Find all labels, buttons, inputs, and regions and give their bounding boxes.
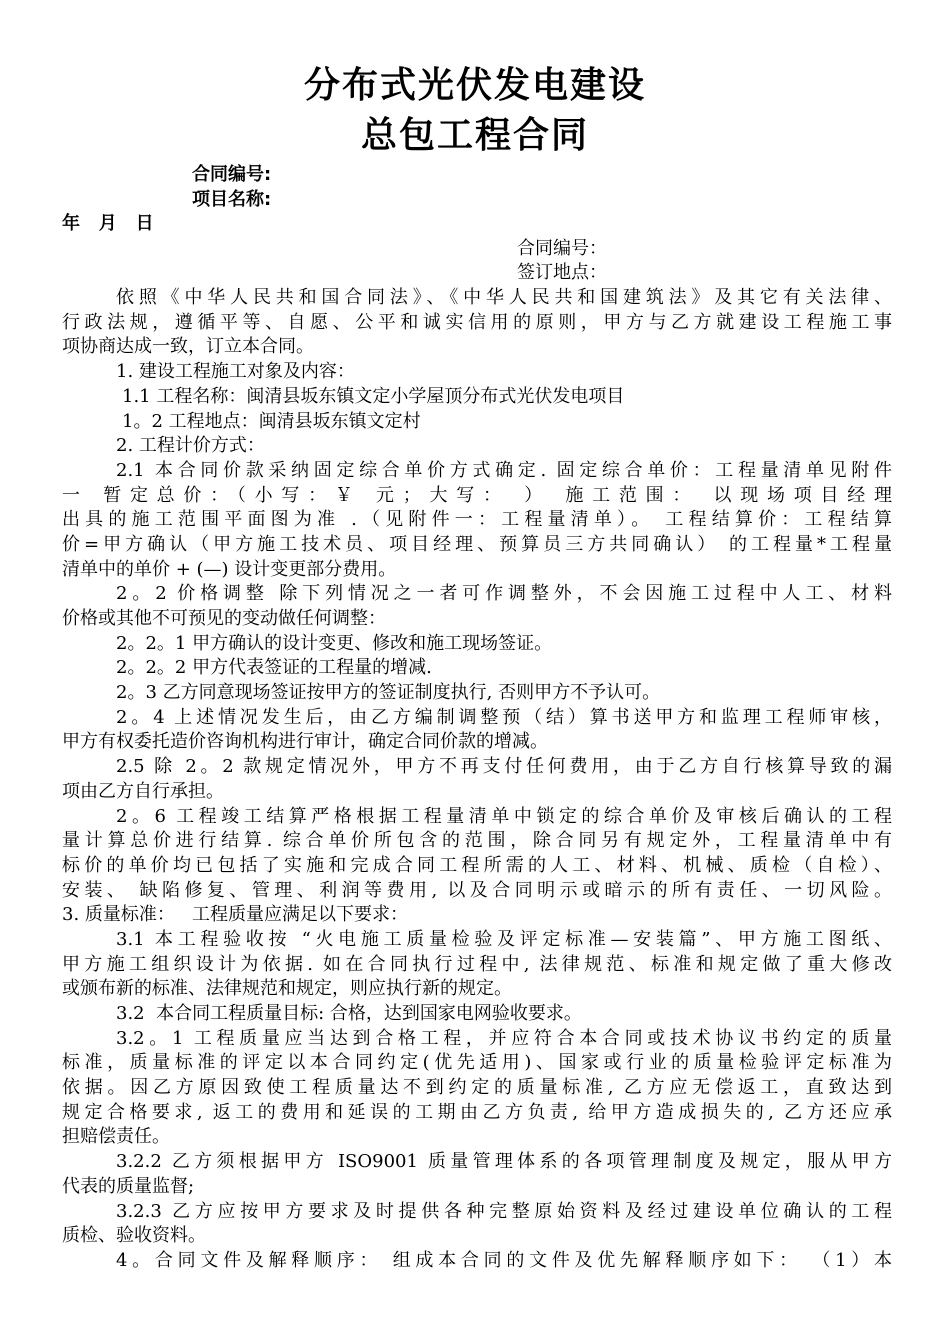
clause-line: 规定合格要求, 返工的费用和延误的工期由乙方负责, 给甲方造成损失的, 乙方还应承 (62, 1101, 892, 1123)
clause-line: 2。6 工程竣工结算严格根据工程量清单中锁定的综合单价及审核后确认的工程 (116, 805, 892, 827)
clause-line: 出具的施工范围平面图为准 .（见附件一：工程量清单）。 工程结算价：工程结算 (62, 509, 892, 531)
clause-line: 标准，质量标准的评定以本合同约定(优先适用)、国家或行业的质量检验评定标准为 (62, 1052, 892, 1074)
clause-line: 1. 建设工程施工对象及内容： (116, 361, 355, 383)
clause-line: 依照《中华人民共和国合同法》、《中华人民共和国建筑法》及其它有关法律、 (116, 287, 892, 309)
clause-line: 量计算总价进行结算. 综合单价所包含的范围，除合同另有规定外，工程量清单中有 (62, 830, 892, 852)
clause-line: 或颁布新的标准、法律规范和规定，则应执行新的规定。 (62, 978, 512, 1000)
clause-line: 标价的单价均已包括了实施和完成合同工程所需的人工、材料、机械、质检（自检）、 (62, 854, 892, 876)
clause-line: 2。3 乙方同意现场签证按甲方的签证制度执行, 否则甲方不予认可。 (116, 682, 661, 704)
clause-line: 2. 工程计价方式： (116, 435, 265, 457)
document-title-line-1: 分布式光伏发电建设 (303, 65, 646, 106)
contract-clauses (62, 286, 892, 1274)
clause-line: 甲方施工组织设计为依据. 如在合同执行过程中, 法律规范、标准和规定做了重大修改 (62, 953, 892, 975)
clause-line: 甲方有权委托造价咨询机构进行审计，确定合同价款的增减。 (62, 731, 548, 753)
document-title-line-2: 总包工程合同 (360, 115, 589, 156)
clause-line: 1.1 工程名称：闽清县坂东镇文定小学屋顶分布式光伏发电项目 (122, 385, 625, 407)
clause-line: 担赔偿责任。 (62, 1126, 170, 1148)
clause-line: 2。2。1 甲方确认的设计变更、修改和施工现场签证。 (116, 632, 553, 654)
clause-line: 项协商达成一致，订立本合同。 (62, 336, 314, 358)
sign-place-label: 签订地点： (517, 262, 607, 284)
clause-line: 1。2 工程地点：闽清县坂东镇文定村 (122, 410, 421, 432)
clause-line: 清单中的单价 + (—) 设计变更部分费用。 (62, 558, 397, 580)
clause-line: 2。2。2 甲方代表签证的工程量的增减. (116, 657, 432, 679)
clause-line: 2.1 本合同价款采纳固定综合单价方式确定. 固定综合单价：工程量清单见附件 (116, 459, 892, 481)
clause-line: 价格或其他不可预见的变动做任何调整： (62, 608, 386, 629)
contract-number-label: 合同编号: (192, 164, 272, 185)
clause-line: 代表的质量监督; (62, 1175, 195, 1197)
date-line: 年 月 日 (62, 213, 154, 234)
clause-line: 3.2.3 乙方应按甲方要求及时提供各种完整原始资料及经过建设单位确认的工程 (116, 1200, 892, 1222)
clause-line: 3.1 本工程验收按 “火电施工质量检验及评定标准—安装篇”、甲方施工图纸、 (116, 928, 892, 950)
clause-line: 一 暂定总价：（小写：￥ 元；大写： ） 施工范围： 以现场项目经理 (62, 484, 892, 506)
project-name-label: 项目名称: (192, 189, 272, 210)
clause-line: 2。2 价格调整 除下列情况之一者可作调整外，不会因施工过程中人工、材料 (116, 583, 892, 605)
contract-body (62, 212, 892, 1274)
party-a-row (62, 237, 892, 262)
clause-line: 依据。因乙方原因致使工程质量达不到约定的质量标准, 乙方应无偿返工，直致达到 (62, 1077, 892, 1099)
contract-number-field-label: 合同编号： (517, 237, 607, 259)
clause-line: 4。合同文件及解释顺序： 组成本合同的文件及优先解释顺序如下： （1）本 (116, 1249, 892, 1271)
clause-line: 3.2 本合同工程质量目标: 合格，达到国家电网验收要求。 (116, 1003, 582, 1024)
party-b-row (62, 261, 892, 286)
clause-line: 项由乙方自行承担。 (62, 780, 224, 802)
clause-line: 价=甲方确认（甲方施工技术员、项目经理、预算员三方共同确认） 的工程量*工程量 (62, 533, 892, 555)
clause-line: 3.2.2 乙方须根据甲方 ISO9001 质量管理体系的各项管理制度及规定，服从甲方 (116, 1151, 892, 1173)
clause-line: 3.2。1 工程质量应当达到合格工程，并应符合本合同或技术协议书约定的质量 (116, 1027, 892, 1049)
clause-line: 3. 质量标准： 工程质量应满足以下要求： (62, 904, 409, 926)
clause-line: 2。4 上述情况发生后，由乙方编制调整预（结）算书送甲方和监理工程师审核， (116, 706, 892, 728)
clause-line: 安装、 缺陷修复、管理、利润等费用, 以及合同明示或暗示的所有责任、一切风险。 (62, 879, 892, 901)
clause-line: 2.5 除 2。2 款规定情况外，甲方不再支付任何费用，由于乙方自行核算导致的漏 (116, 756, 892, 778)
clause-line: 质检、验收资料。 (62, 1225, 206, 1247)
clause-line: 行政法规，遵循平等、自愿、公平和诚实信用的原则，甲方与乙方就建设工程施工事 (62, 311, 892, 333)
